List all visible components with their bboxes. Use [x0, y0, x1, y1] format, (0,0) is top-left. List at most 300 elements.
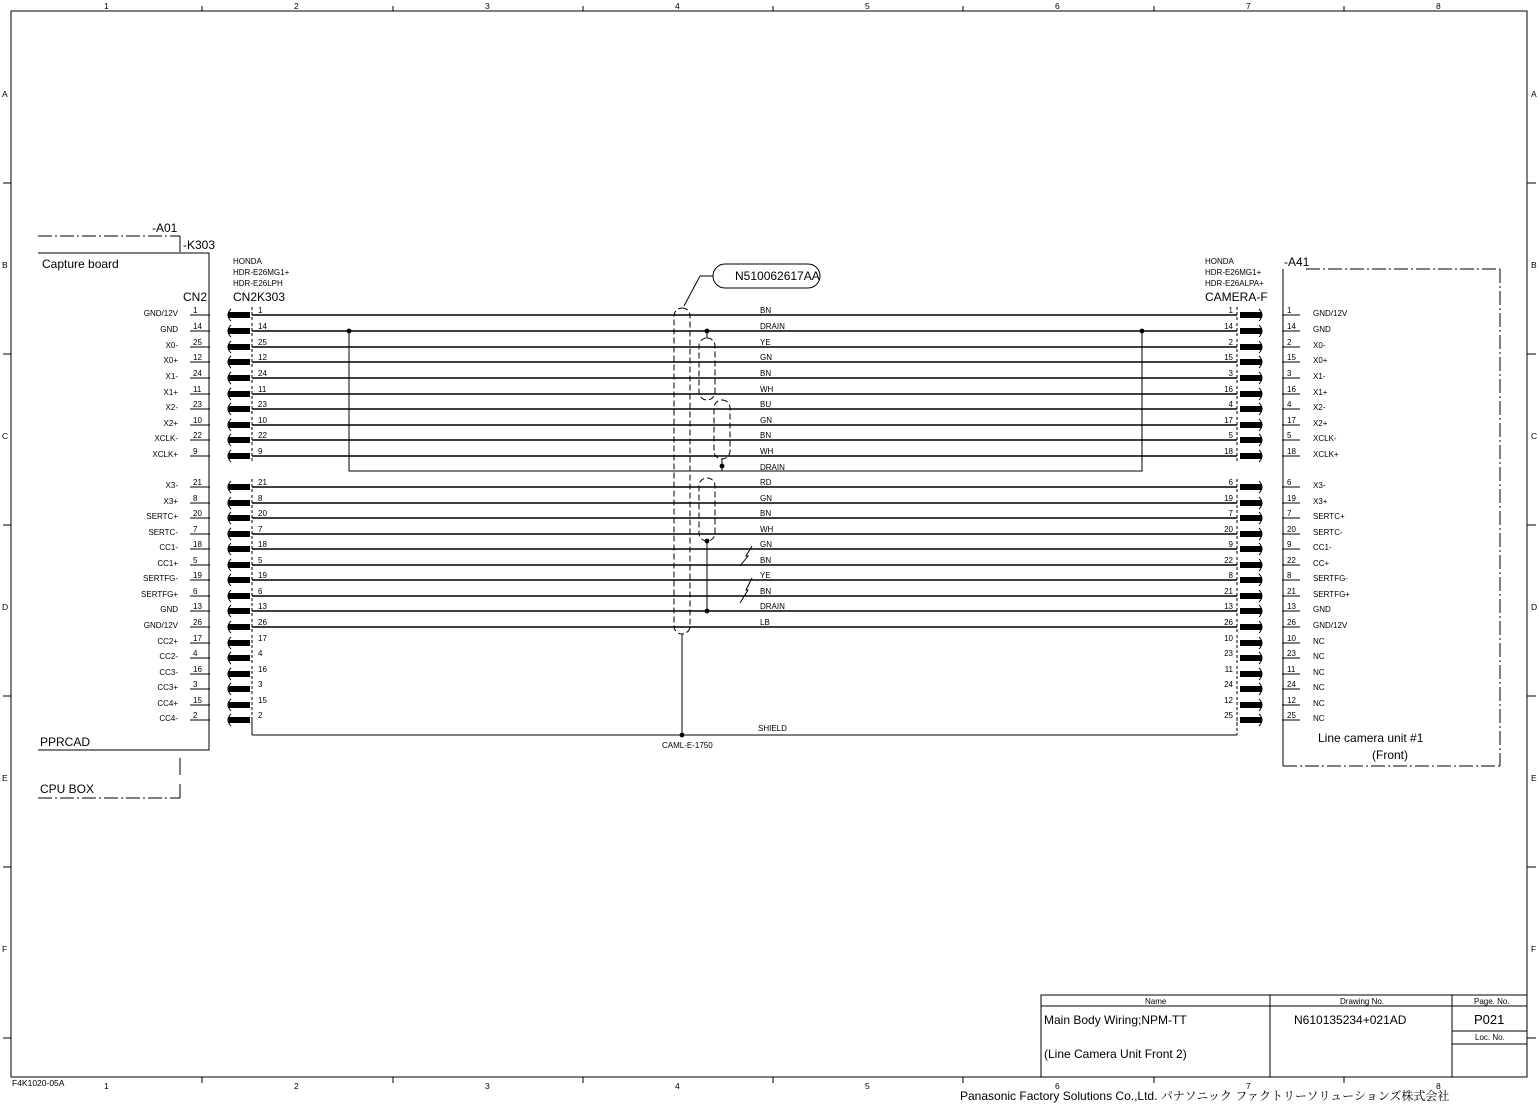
wire-row — [159, 711, 1324, 726]
left-plug-pin-number: 18 — [258, 540, 267, 549]
right-pin-number: 26 — [1287, 618, 1296, 627]
row-label-right: A — [1531, 89, 1537, 99]
left-pin-contact — [228, 702, 250, 708]
wire-row — [157, 634, 1324, 649]
left-pin-number: 26 — [193, 618, 202, 627]
wire-color-label: WH — [760, 385, 774, 394]
board-name: Capture board — [42, 257, 119, 271]
row-label-right: B — [1531, 260, 1537, 270]
right-plug-pin-number: 9 — [1228, 540, 1233, 549]
drawing-number: N610135234+021AD — [1294, 1013, 1407, 1027]
left-plug-pin-number: 8 — [258, 494, 263, 503]
left-signal-label: GND — [160, 605, 178, 614]
right-pin-number: 8 — [1287, 571, 1292, 580]
left-signal-label: SERTC+ — [146, 512, 178, 521]
left-pin-number: 1 — [193, 306, 198, 315]
wire-row — [157, 680, 1324, 695]
row-label-right: C — [1531, 431, 1538, 441]
left-pin-contact — [228, 717, 250, 723]
left-pin-number: 9 — [193, 447, 198, 456]
right-signal-label: X2- — [1313, 403, 1326, 412]
right-pin-contact — [1240, 422, 1262, 428]
left-plug-pin-number: 2 — [258, 711, 263, 720]
right-part1: HDR-E26MG1+ — [1205, 268, 1262, 277]
left-signal-label: SERTFG+ — [141, 590, 178, 599]
wire-color-label: GN — [760, 416, 772, 425]
right-pin-number: 12 — [1287, 696, 1296, 705]
col-label-top: 7 — [1246, 1, 1251, 11]
left-signal-label: X2- — [165, 403, 178, 412]
row-label-left: F — [2, 944, 8, 954]
right-signal-label: NC — [1313, 699, 1325, 708]
row-label-right: F — [1531, 944, 1537, 954]
right-pin-number: 7 — [1287, 509, 1292, 518]
right-plug-pin-number: 8 — [1228, 571, 1233, 580]
col-label-top: 3 — [485, 1, 490, 11]
wire-color-label: WH — [760, 525, 774, 534]
title-block — [1041, 995, 1527, 1077]
right-pin-number: 23 — [1287, 649, 1296, 658]
wire-row — [159, 649, 1324, 664]
wire-row — [159, 665, 1324, 680]
col-label-bottom: 2 — [294, 1081, 299, 1091]
left-pin-number: 10 — [193, 416, 202, 425]
left-plug-pin-number: 11 — [258, 385, 267, 394]
right-plug-pin-number: 23 — [1224, 649, 1233, 658]
right-pin-number: 21 — [1287, 587, 1296, 596]
left-pin-contact — [228, 546, 250, 552]
right-signal-label: NC — [1313, 683, 1325, 692]
left-pin-contact — [228, 437, 250, 443]
right-signal-label: SERTC- — [1313, 528, 1343, 537]
right-pin-number: 20 — [1287, 525, 1296, 534]
left-plug-pin-number: 19 — [258, 571, 267, 580]
wire-row — [164, 494, 1328, 509]
right-pin-contact — [1240, 359, 1262, 365]
left-pin-number: 11 — [193, 385, 202, 394]
right-part2: HDR-E26ALPA+ — [1205, 279, 1264, 288]
wire-row — [164, 385, 1328, 400]
right-pin-contact — [1240, 437, 1262, 443]
right-plug-pin-number: 5 — [1228, 431, 1233, 440]
left-signal-label: CC3+ — [157, 683, 178, 692]
wire-row — [160, 322, 1331, 337]
left-pin-number: 24 — [193, 369, 202, 378]
right-pin-number: 16 — [1287, 385, 1296, 394]
row-label-left: E — [2, 773, 8, 783]
cable-name: CAML-E-1750 — [662, 741, 713, 750]
left-plug-pin-number: 9 — [258, 447, 263, 456]
left-signal-label: X3+ — [163, 497, 178, 506]
row-label-right: E — [1531, 773, 1537, 783]
left-signal-label: X3- — [165, 481, 178, 490]
wire-color-label: GN — [760, 353, 772, 362]
right-plug-pin-number: 11 — [1224, 665, 1233, 674]
right-plug-pin-number: 13 — [1224, 602, 1233, 611]
left-plug-pin-number: 6 — [258, 587, 263, 596]
left-pin-contact — [228, 344, 250, 350]
right-plug-pin-number: 14 — [1224, 322, 1233, 331]
drawing-header: Drawing No. — [1340, 997, 1385, 1006]
left-plug-pin-number: 4 — [258, 649, 263, 658]
left-signal-label: CC2- — [159, 652, 178, 661]
row-label-left: D — [2, 602, 9, 612]
right-plug-pin-number: 20 — [1224, 525, 1233, 534]
wire-rows — [141, 306, 1350, 726]
left-part2: HDR-E26LPH — [233, 279, 283, 288]
wire-row — [143, 571, 1348, 586]
right-pin-number: 22 — [1287, 556, 1296, 565]
left-pin-contact — [228, 640, 250, 646]
right-signal-label: X1- — [1313, 372, 1326, 381]
right-unit-sub: (Front) — [1372, 748, 1408, 762]
right-signal-label: X3+ — [1313, 497, 1328, 506]
right-pin-contact — [1240, 515, 1262, 521]
right-pin-contact — [1240, 344, 1262, 350]
left-pin-number: 6 — [193, 587, 198, 596]
wire-color-label: BN — [760, 306, 772, 315]
right-signal-label: NC — [1313, 652, 1325, 661]
right-pin-contact — [1240, 671, 1262, 677]
connector-ref: -K303 — [183, 238, 216, 252]
right-pin-number: 13 — [1287, 602, 1296, 611]
row-label-left: B — [2, 260, 8, 270]
left-pin-contact — [228, 531, 250, 537]
left-part1: HDR-E26MG1+ — [233, 268, 290, 277]
left-pin-contact — [228, 577, 250, 583]
right-plug-pin-number: 26 — [1224, 618, 1233, 627]
left-pin-contact — [228, 406, 250, 412]
left-plug-pin-number: 17 — [258, 634, 267, 643]
left-signal-label: X0- — [165, 341, 178, 350]
left-signal-label: X2+ — [163, 419, 178, 428]
wire-row — [164, 416, 1328, 431]
right-signal-label: SERTFG+ — [1313, 590, 1350, 599]
row-label-left: A — [2, 89, 8, 99]
left-signal-label: CC2+ — [157, 637, 178, 646]
left-pin-contact — [228, 312, 250, 318]
left-signal-label: X1- — [165, 372, 178, 381]
left-plug-pin-number: 24 — [258, 369, 267, 378]
left-pin-contact — [228, 655, 250, 661]
left-plug-pin-number: 26 — [258, 618, 267, 627]
right-plug-pin-number: 10 — [1224, 634, 1233, 643]
left-signal-label: CC1+ — [157, 559, 178, 568]
left-plug-pin-number: 23 — [258, 400, 267, 409]
right-signal-label: SERTC+ — [1313, 512, 1345, 521]
wire-row — [152, 447, 1338, 462]
right-pin-number: 10 — [1287, 634, 1296, 643]
wire-row — [154, 431, 1336, 446]
drawing-name-line2: (Line Camera Unit Front 2) — [1044, 1047, 1187, 1061]
twist-mark — [740, 578, 752, 603]
wire-color-label: BN — [760, 369, 772, 378]
wire-color-label: DRAIN — [760, 463, 785, 472]
left-signal-label: XCLK+ — [152, 450, 178, 459]
right-signal-label: XCLK- — [1313, 434, 1337, 443]
right-plug-pin-number: 15 — [1224, 353, 1233, 362]
right-pin-number: 11 — [1287, 665, 1296, 674]
left-signal-label: GND — [160, 325, 178, 334]
right-pin-contact — [1240, 624, 1262, 630]
junction-dot — [1140, 329, 1145, 334]
cable-part-no: N510062617AA — [735, 269, 820, 283]
left-signal-label: CC3- — [159, 668, 178, 677]
col-label-top: 1 — [104, 1, 109, 11]
left-pin-contact — [228, 515, 250, 521]
right-signal-label: NC — [1313, 714, 1325, 723]
left-pin-contact — [228, 422, 250, 428]
left-plug-pin-number: 15 — [258, 696, 267, 705]
page-header: Page. No. — [1474, 997, 1510, 1006]
wire-row — [166, 338, 1326, 353]
wire-row — [160, 602, 1331, 617]
right-pin-contact — [1240, 593, 1262, 599]
left-pin-number: 4 — [193, 649, 198, 658]
left-signal-label: CC4+ — [157, 699, 178, 708]
left-pin-number: 8 — [193, 494, 198, 503]
wire-color-label: YE — [760, 571, 771, 580]
wire-row — [148, 525, 1343, 540]
right-pin-contact — [1240, 546, 1262, 552]
left-pin-contact — [228, 608, 250, 614]
left-signal-label: CC1- — [159, 543, 178, 552]
row-label-right: D — [1531, 602, 1538, 612]
drain-bus — [349, 331, 1142, 471]
right-pin-contact — [1240, 717, 1262, 723]
right-pin-number: 19 — [1287, 494, 1296, 503]
col-label-top: 2 — [294, 1, 299, 11]
wire-color-label: GN — [760, 494, 772, 503]
right-pin-number: 5 — [1287, 431, 1292, 440]
right-pin-number: 2 — [1287, 338, 1292, 347]
right-signal-label: GND/12V — [1313, 309, 1348, 318]
col-label-top: 8 — [1436, 1, 1441, 11]
wire-row — [144, 306, 1348, 321]
left-pin-number: 3 — [193, 680, 198, 689]
right-signal-label: NC — [1313, 637, 1325, 646]
left-pin-number: 17 — [193, 634, 202, 643]
left-pin-number: 22 — [193, 431, 202, 440]
left-plug-pin-number: 10 — [258, 416, 267, 425]
wire-color-label: GN — [760, 540, 772, 549]
right-plug-pin-number: 4 — [1228, 400, 1233, 409]
wire-row — [144, 618, 1348, 633]
left-plug-pin-number: 16 — [258, 665, 267, 674]
right-pin-contact — [1240, 562, 1262, 568]
right-pin-contact — [1240, 500, 1262, 506]
left-plug-pin-number: 22 — [258, 431, 267, 440]
wire-row — [146, 509, 1345, 524]
right-pin-contact — [1240, 484, 1262, 490]
page-number: P021 — [1474, 1012, 1505, 1027]
right-plug-pin-number: 21 — [1224, 587, 1233, 596]
left-pin-contact — [228, 484, 250, 490]
left-pin-number: 20 — [193, 509, 202, 518]
col-label-bottom: 8 — [1436, 1081, 1441, 1091]
wire-row — [164, 353, 1328, 368]
left-signal-label: XCLK- — [154, 434, 178, 443]
left-pin-contact — [228, 391, 250, 397]
left-plug-pin-number: 20 — [258, 509, 267, 518]
left-pin-number: 14 — [193, 322, 202, 331]
left-maker: HONDA — [233, 257, 262, 266]
right-pin-contact — [1240, 531, 1262, 537]
left-pin-contact — [228, 686, 250, 692]
form-number: F4K1020-05A — [12, 1078, 65, 1088]
shield-label: SHIELD — [758, 724, 787, 733]
right-unit-name: Line camera unit #1 — [1318, 731, 1424, 745]
junction-dot — [680, 733, 685, 738]
left-pin-number: 12 — [193, 353, 202, 362]
wire-color-label: BN — [760, 587, 772, 596]
right-pin-number: 6 — [1287, 478, 1292, 487]
right-signal-label: CC1- — [1313, 543, 1332, 552]
left-pin-contact — [228, 375, 250, 381]
left-signal-label: CC4- — [159, 714, 178, 723]
left-plug-pin-number: 14 — [258, 322, 267, 331]
unit-name-pprcad: PPRCAD — [40, 735, 91, 749]
right-pin-number: 4 — [1287, 400, 1292, 409]
right-pin-contact — [1240, 577, 1262, 583]
col-label-bottom: 3 — [485, 1081, 490, 1091]
wire-color-label: BU — [760, 400, 772, 409]
right-signal-label: XCLK+ — [1313, 450, 1339, 459]
shield-bundles — [252, 308, 1237, 737]
right-pin-number: 14 — [1287, 322, 1296, 331]
left-plug-pin-number: 13 — [258, 602, 267, 611]
left-signal-label: GND/12V — [143, 621, 178, 630]
right-signal-label: GND/12V — [1313, 621, 1348, 630]
cable-part-tag — [684, 264, 820, 306]
right-pin-contact — [1240, 375, 1262, 381]
right-pin-number: 1 — [1287, 306, 1292, 315]
right-signal-label: SERTFG- — [1313, 574, 1348, 583]
left-pin-number: 25 — [193, 338, 202, 347]
wire-color-label: BN — [760, 556, 772, 565]
right-signal-label: X0- — [1313, 341, 1326, 350]
right-signal-label: GND — [1313, 325, 1331, 334]
right-pin-contact — [1240, 453, 1262, 459]
wire-color-label: DRAIN — [760, 602, 785, 611]
left-signal-label: SERTFG- — [143, 574, 178, 583]
left-pin-number: 15 — [193, 696, 202, 705]
col-label-bottom: 5 — [865, 1081, 870, 1091]
right-pin-contact — [1240, 655, 1262, 661]
left-plug-pin-number: 7 — [258, 525, 263, 534]
connector-name: CN2 — [183, 290, 208, 304]
right-pin-number: 24 — [1287, 680, 1296, 689]
col-label-top: 4 — [675, 1, 680, 11]
box-name: CPU BOX — [40, 782, 95, 796]
left-signal-label: X1+ — [163, 388, 178, 397]
left-pin-number: 2 — [193, 711, 198, 720]
right-plug-pin-number: 18 — [1224, 447, 1233, 456]
right-pin-contact — [1240, 312, 1262, 318]
right-pin-number: 17 — [1287, 416, 1296, 425]
left-plug-pin-number: 1 — [258, 306, 263, 315]
right-pin-number: 18 — [1287, 447, 1296, 456]
left-pin-contact — [228, 671, 250, 677]
loc-header: Loc. No. — [1475, 1033, 1505, 1042]
wire-row — [166, 478, 1326, 493]
col-label-bottom: 4 — [675, 1081, 680, 1091]
col-label-top: 5 — [865, 1, 870, 11]
right-pin-number: 3 — [1287, 369, 1292, 378]
right-pin-contact — [1240, 686, 1262, 692]
left-plug-name: CN2K303 — [233, 290, 286, 304]
right-signal-label: X2+ — [1313, 419, 1328, 428]
col-label-bottom: 6 — [1055, 1081, 1060, 1091]
right-pin-contact — [1240, 640, 1262, 646]
right-plug-pin-number: 7 — [1228, 509, 1233, 518]
left-pin-number: 13 — [193, 602, 202, 611]
drawing-name-line1: Main Body Wiring;NPM-TT — [1044, 1013, 1187, 1027]
left-signal-label: SERTC- — [148, 528, 178, 537]
right-signal-label: CC+ — [1313, 559, 1330, 568]
company-name: Panasonic Factory Solutions Co.,Ltd. パナソニック ファクトリーソリューションズ株式会社 — [960, 1089, 1450, 1103]
left-pin-contact — [228, 453, 250, 459]
right-pin-contact — [1240, 406, 1262, 412]
right-plug-pin-number: 16 — [1224, 385, 1233, 394]
left-pin-contact — [228, 624, 250, 630]
row-label-left: C — [2, 431, 9, 441]
right-plug-pin-number: 12 — [1224, 696, 1233, 705]
wire-color-label: LB — [760, 618, 770, 627]
right-plug-pin-number: 24 — [1224, 680, 1233, 689]
col-label-bottom: 1 — [104, 1081, 109, 1091]
left-pin-contact — [228, 359, 250, 365]
left-plug-pin-number: 25 — [258, 338, 267, 347]
right-plug-pin-number: 17 — [1224, 416, 1233, 425]
right-pin-number: 9 — [1287, 540, 1292, 549]
wire-color-label: BN — [760, 509, 772, 518]
right-signal-label: X3- — [1313, 481, 1326, 490]
name-header: Name — [1145, 997, 1167, 1006]
right-signal-label: X0+ — [1313, 356, 1328, 365]
right-unit-ref: -A41 — [1284, 255, 1310, 269]
right-plug-pin-number: 22 — [1224, 556, 1233, 565]
left-plug-pin-number: 21 — [258, 478, 267, 487]
wire-row — [157, 696, 1324, 711]
right-pin-contact — [1240, 391, 1262, 397]
col-label-top: 6 — [1055, 1, 1060, 11]
left-pin-number: 23 — [193, 400, 202, 409]
right-plug-name: CAMERA-F — [1205, 290, 1268, 304]
wire-color-label: BN — [760, 431, 772, 440]
wire-row — [157, 556, 1329, 571]
wire-row — [166, 400, 1326, 415]
left-pin-contact — [228, 500, 250, 506]
junction-dot — [347, 329, 352, 334]
right-signal-label: NC — [1313, 668, 1325, 677]
wire-color-label: RD — [760, 478, 772, 487]
right-pin-number: 15 — [1287, 353, 1296, 362]
board-ref: -A01 — [152, 221, 178, 235]
right-plug-pin-number: 19 — [1224, 494, 1233, 503]
left-pin-number: 19 — [193, 571, 202, 580]
wire-row — [159, 540, 1332, 555]
right-plug-pin-number: 3 — [1228, 369, 1233, 378]
left-plug-pin-number: 3 — [258, 680, 263, 689]
left-pin-contact — [228, 328, 250, 334]
wire-color-label: YE — [760, 338, 771, 347]
left-pin-number: 5 — [193, 556, 198, 565]
right-plug-pin-number: 2 — [1228, 338, 1233, 347]
col-label-bottom: 7 — [1246, 1081, 1251, 1091]
right-maker: HONDA — [1205, 257, 1234, 266]
right-pin-number: 25 — [1287, 711, 1296, 720]
